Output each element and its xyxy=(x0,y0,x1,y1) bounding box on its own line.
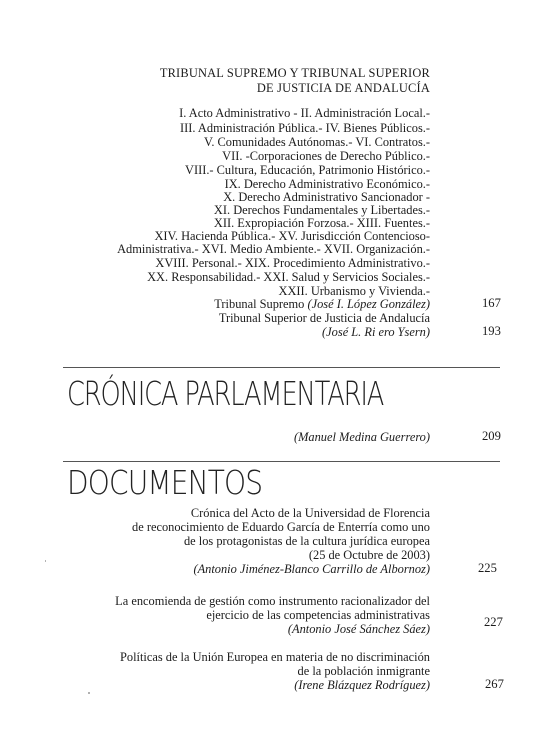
index-line: XX. Responsabilidad.- XXI. Salud y Servicios Sociales.- xyxy=(147,270,430,284)
doc-title-line: La encomienda de gestión como instrumento racionalizador del xyxy=(115,594,430,608)
section-heading-line-1: TRIBUNAL SUPREMO Y TRIBUNAL SUPERIOR xyxy=(159,66,430,80)
index-line: III. Administración Pública.- IV. Bienes Públicos.- xyxy=(180,121,430,135)
index-line: XI. Derechos Fundamentales y Libertades.- xyxy=(213,203,430,217)
index-line: XXII. Urbanismo y Vivienda.- xyxy=(278,284,430,298)
page-number: 267 xyxy=(485,677,504,691)
index-line: V. Comunidades Autónomas.- VI. Contratos.- xyxy=(203,135,430,149)
index-line: X. Derecho Administrativo Sancionador - xyxy=(223,190,430,204)
page-number: 209 xyxy=(482,429,501,443)
doc-title-line: Crónica del Acto de la Universidad de Florencia xyxy=(190,506,430,520)
entry-author: (José I. López González) xyxy=(307,297,430,311)
scan-speck xyxy=(45,560,46,562)
index-line: VII. -Corporaciones de Derecho Público.- xyxy=(222,149,430,163)
index-line: I. Acto Administrativo - II. Administración Local.- xyxy=(179,106,430,120)
section-divider xyxy=(63,461,500,462)
section-divider xyxy=(63,367,500,368)
entry-author: (Manuel Medina Guerrero) xyxy=(293,430,430,444)
doc-title-line: Políticas de la Unión Europea en materia de no discriminación xyxy=(119,650,430,664)
doc-title-line: de reconocimiento de Eduardo García de Enterría como uno xyxy=(132,520,430,534)
entry-author: (Antonio José Sánchez Sáez) xyxy=(287,622,430,636)
index-line: XII. Expropiación Forzosa.- XIII. Fuentes.- xyxy=(213,216,430,230)
index-line: XIV. Hacienda Pública.- XV. Jurisdicción Contencioso- xyxy=(154,229,430,243)
entry-label: Tribunal Supremo xyxy=(214,297,305,311)
index-line: Administrativa.- XVI. Medio Ambiente.- XVII. Organización.- xyxy=(117,242,430,256)
page-number: 167 xyxy=(482,296,501,310)
scan-speck xyxy=(88,692,90,694)
entry-author: (José L. Ri ero Ysern) xyxy=(322,325,430,339)
toc-entry-tribunal-supremo xyxy=(214,297,430,312)
section-heading-line-2: DE JUSTICIA DE ANDALUCÍA xyxy=(256,81,430,95)
index-line: IX. Derecho Administrativo Económico.- xyxy=(224,177,430,191)
doc-title-line: (25 de Octubre de 2003) xyxy=(308,548,430,562)
cronica-section-title: CRÓNICA PARLAMENTARIA xyxy=(67,374,384,413)
doc-title-line: de la población inmigrante xyxy=(297,664,430,678)
entry-author: (Irene Blázquez Rodríguez) xyxy=(294,678,430,692)
page-number: 227 xyxy=(484,615,503,629)
documentos-section-title: DOCUMENTOS xyxy=(67,463,263,502)
index-line: XVIII. Personal.- XIX. Procedimiento Administrativo.- xyxy=(155,256,430,270)
page-number: 193 xyxy=(482,324,501,338)
doc-title-line: de los protagonistas de la cultura jurídica europea xyxy=(183,534,430,548)
toc-entry-tsja-label: Tribunal Superior de Justicia de Andalucía xyxy=(218,311,430,325)
entry-author: (Antonio Jiménez-Blanco Carrillo de Albornoz) xyxy=(193,562,430,576)
index-line: VIII.- Cultura, Educación, Patrimonio Histórico.- xyxy=(185,163,430,177)
page-number: 225 xyxy=(478,561,497,575)
doc-title-line: ejercicio de las competencias administrativas xyxy=(206,608,430,622)
